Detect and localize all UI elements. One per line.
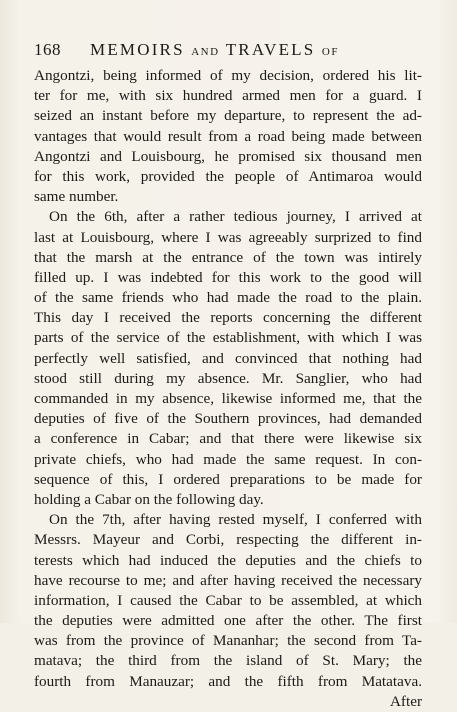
title-part-and: AND [191, 46, 220, 58]
text-line: On the 6th, after a rather tedious journey, I arrived at [49, 208, 422, 226]
text-line: matava; the third from the island of St. Mary; the [34, 652, 422, 670]
text-line: of the same friends who had made the road to the plain. [34, 289, 422, 307]
body-text [34, 66, 422, 712]
text-line: On the 7th, after having rested myself, I conferred with [49, 511, 422, 529]
page-number: 168 [34, 40, 61, 59]
text-line: terests which had induced the deputies and the chiefs to [34, 551, 422, 569]
text-line: seized an instant before my departure, to represent the ad- [34, 107, 422, 125]
text-line: This day I received the reports concerning the different [34, 309, 422, 327]
text-line: the deputies were admitted one after the other. The first [34, 612, 422, 630]
text-line: commanded in my absence, likewise informed me, that the [34, 390, 422, 407]
text-line: deputies of five of the Southern provinces, had demanded [34, 410, 422, 428]
text-line: ter for me, with six hundred armed men for a guard. I [34, 87, 422, 105]
text-line: last at Louisbourg, where I was agreeably surprized to find [34, 228, 422, 246]
running-title [90, 40, 339, 60]
text-line: Messrs. Mayeur and Corbi, respecting the different in- [34, 531, 422, 549]
text-line: that the marsh at the entrance of the town was intirely [34, 248, 422, 266]
title-part-travels: TRAVELS [225, 40, 316, 59]
title-part-memoirs: MEMOIRS [90, 40, 185, 59]
text-line: fourth from Manauzar; and the fifth from Matatava. [34, 672, 422, 690]
text-line: sequence of this, I ordered preparations to be made for [34, 470, 422, 488]
text-line: information, I caused the Cabar to be assembled, at which [34, 591, 422, 609]
title-part-of: OF [321, 46, 339, 58]
text-line: perfectly well satisfied, and convinced that nothing had [34, 349, 422, 367]
text-line: for this work, provided the people of Antimaroa would [34, 167, 422, 185]
text-line: Angontzi, being informed of my decision, ordered his lit- [34, 67, 422, 84]
text-line: stood still during my absence. Mr. Sanglier, who had [34, 369, 422, 387]
text-line: private chiefs, who had made the same request. In con- [34, 450, 422, 468]
text-line: vantages that would result from a road being made between [34, 127, 422, 145]
text-line: a conference in Cabar; and that there were likewise six [34, 430, 422, 448]
text-line: was from the province of Mananhar; the second from Ta- [34, 632, 422, 650]
text-line: filled up. I was indebted for this work to the good will [34, 268, 422, 286]
text-line: parts of the service of the establishment, with which I was [34, 329, 422, 347]
text-line: have recourse to me; and after having received the necessary [34, 571, 422, 589]
catchword: After [389, 692, 422, 710]
running-header [34, 40, 424, 62]
text-line: Angontzi and Louisbourg, he promised six thousand men [34, 147, 422, 165]
text-line: same number. [34, 188, 119, 206]
text-line: holding a Cabar on the following day. [34, 490, 264, 508]
